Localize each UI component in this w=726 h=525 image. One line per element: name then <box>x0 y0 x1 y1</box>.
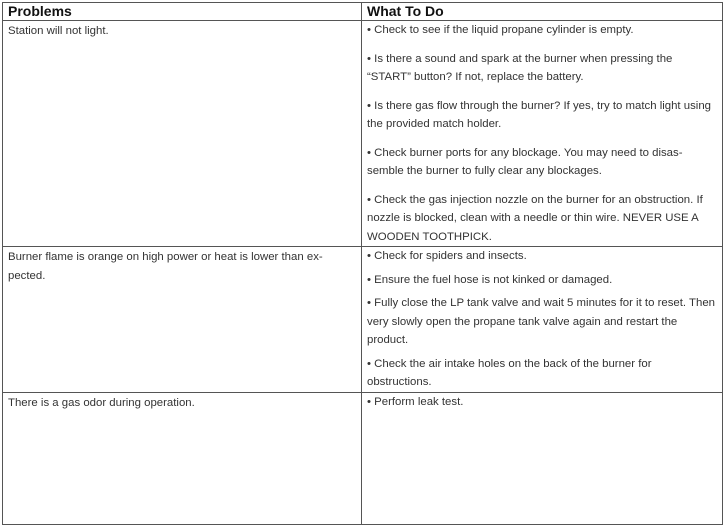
solution-item: • Check to see if the liquid propane cylinder is empty. <box>367 24 634 36</box>
solution-item: • Check the gas injection nozzle on the burner for an obstruction. If nozzle is blocked, clean with a needle or thin wire. NEVER USE A WOODEN TOOTHPICK. <box>367 193 703 243</box>
solution-cell <box>362 21 723 247</box>
solution-cell <box>362 247 723 393</box>
solution-item: • Ensure the fuel hose is not kinked or damaged. <box>367 273 613 286</box>
problem-cell <box>3 247 362 393</box>
table-header-row <box>3 3 723 21</box>
solution-item: • Is there gas flow through the burner? If yes, try to match light using the provided match holder. <box>367 99 711 130</box>
solution-cell <box>362 392 723 524</box>
problem-cell <box>3 392 362 524</box>
problem-text: Burner flame is orange on high power or heat is lower than ex-pected. <box>8 251 323 282</box>
solution-item: • Fully close the LP tank valve and wait 5 minutes for it to reset. Then very slowly open the propane tank valve again and restart the product. <box>367 297 715 346</box>
table-row <box>3 247 723 393</box>
solution-item: • Is there a sound and spark at the burner when pressing the “START” button? If not, replace the battery. <box>367 52 673 83</box>
table-row <box>3 21 723 247</box>
solution-item: • Check burner ports for any blockage. You may need to disas-semble the burner to fully clear any blockages. <box>367 146 683 177</box>
problem-text: There is a gas odor during operation. <box>8 396 195 409</box>
troubleshooting-table <box>2 2 723 525</box>
solution-item: • Perform leak test. <box>367 395 464 408</box>
header-what-to-do: What To Do <box>362 3 723 21</box>
solution-item: • Check the air intake holes on the back of the burner for obstructions. <box>367 357 652 388</box>
problem-text: Station will not light. <box>8 25 109 37</box>
problem-cell <box>3 21 362 247</box>
header-problems: Problems <box>3 3 362 21</box>
solution-item: • Check for spiders and insects. <box>367 250 527 262</box>
table-row <box>3 392 723 524</box>
